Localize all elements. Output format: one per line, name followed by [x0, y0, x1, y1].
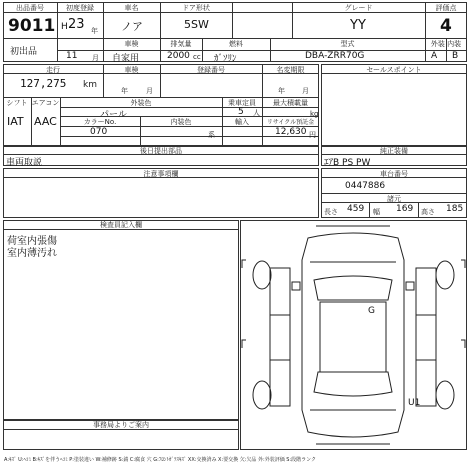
post-docs-value: 車両取説 — [6, 158, 43, 168]
import-header: 輸入 — [235, 118, 249, 126]
seats-header: 乗車定員 — [228, 99, 256, 107]
yen-unit: 円 — [309, 131, 316, 139]
month-mark: 月 — [92, 54, 99, 62]
displacement-header: 排気量 — [170, 40, 192, 48]
mark-u1: U1 — [408, 398, 421, 408]
era-mark: H — [61, 22, 68, 32]
interior-grade: B — [452, 51, 459, 61]
month-mark-3: 月 — [302, 87, 309, 95]
sales-point-frame — [321, 64, 467, 146]
max-load-header: 最大積載量 — [273, 99, 308, 107]
int-color-header: 内装色 — [170, 118, 192, 126]
inspector-line-1: 荷室内張傷 — [7, 236, 57, 247]
displacement-value: 2000 — [167, 51, 190, 61]
year-mark-3: 年 — [278, 87, 285, 95]
kei-unit: 系 — [208, 131, 215, 139]
chassis-header: 車台番号 — [380, 170, 408, 178]
recycle-value: 12,630 — [275, 127, 307, 137]
reg-month: 11 — [66, 51, 78, 61]
person-unit: 人 — [253, 109, 260, 117]
door-shape-header: ドア形状 — [182, 4, 210, 12]
model-value: DBA-ZRR70G — [305, 51, 365, 61]
mileage-header: 走行 — [46, 66, 60, 74]
fuel-value: ｶﾞｿﾘﾝ — [214, 54, 237, 64]
mileage-value: 127,275 — [20, 77, 67, 90]
damage-legend: A:ｷｽﾞ U:ﾍｺﾐ B:ｷｽﾞを伴うﾍｺﾐ P:塗装違い W:補修跡 S:錆 C:腐食 穴 G:ﾌﾛﾝﾄｶﾞﾗｽｷｽﾞ XX:交換済み X:要交換 欠:欠品 外:外装評価 S:段階ランク — [4, 457, 317, 463]
mark-g: G — [368, 306, 375, 316]
equipment-header: 純正装備 — [380, 147, 408, 155]
door-shape: 5SW — [184, 18, 209, 31]
shift-value: IAT — [7, 115, 24, 128]
year-mark-2: 年 — [121, 87, 128, 95]
post-docs-header: 後日提出部品 — [140, 147, 182, 155]
car-diagram — [240, 220, 467, 450]
ext-color-value: パール — [100, 110, 127, 120]
score-value: 4 — [440, 16, 452, 36]
exterior-grade: A — [431, 51, 438, 61]
recycle-header: リサイクル預託金 — [266, 119, 315, 126]
grade-header: グレード — [344, 4, 373, 12]
cc-unit: cc — [193, 53, 201, 61]
car-check-header-2: 車検 — [124, 66, 139, 74]
seats-value: 5 — [238, 107, 244, 117]
aircon-value: AAC — [34, 115, 57, 128]
office-header: 事務局よりご案内 — [93, 421, 149, 429]
length-value: 459 — [347, 204, 365, 214]
ext-int-header: 外装 内装 — [430, 40, 462, 48]
length-label: 長さ — [324, 208, 338, 216]
first-reg-header: 初度登録 — [66, 4, 94, 12]
width-label: 幅 — [373, 208, 380, 216]
inspector-header: 検査員記入欄 — [100, 221, 142, 229]
car-name: ノア — [121, 20, 143, 33]
inspector-line-2: 室内薄汚れ — [7, 248, 57, 259]
score-header: 評価点 — [435, 4, 457, 12]
registration-header: 登録番号 — [197, 66, 225, 74]
model-header: 型式 — [340, 40, 355, 48]
notes-header: 注意事項欄 — [143, 170, 179, 178]
sales-point-header: セールスポイント — [366, 66, 422, 74]
reg-year: 23 — [68, 17, 85, 32]
km-unit: km — [83, 80, 97, 90]
fuel-header: 燃料 — [229, 40, 243, 48]
color-no-header: カラーNo. — [83, 118, 117, 126]
height-value: 185 — [446, 204, 464, 214]
lot-number: 9011 — [8, 16, 56, 36]
dimensions-header: 諸元 — [387, 195, 401, 203]
color-no-value: 070 — [90, 127, 108, 137]
height-label: 高さ — [421, 208, 435, 216]
equipment-value: ｴｱB PS PW — [324, 158, 371, 168]
car-check-header: 車検 — [124, 40, 139, 48]
kg-unit: kg — [310, 110, 319, 118]
ext-color-header: 外装色 — [130, 99, 152, 107]
month-mark-2: 月 — [146, 87, 153, 95]
year-mark: 年 — [91, 27, 98, 35]
chassis-value: 0447886 — [345, 181, 386, 191]
lot-no-header: 出品番号 — [16, 4, 44, 12]
use-type: 自家用 — [112, 54, 140, 64]
car-name-header: 車名 — [124, 4, 139, 12]
aircon-header: エアコン — [31, 99, 60, 107]
name-change-header: 名変期限 — [276, 66, 305, 74]
shift-header: シフト — [6, 99, 28, 107]
width-value: 169 — [396, 204, 414, 214]
grade-value: YY — [350, 18, 366, 33]
category: 初出品 — [10, 47, 38, 57]
